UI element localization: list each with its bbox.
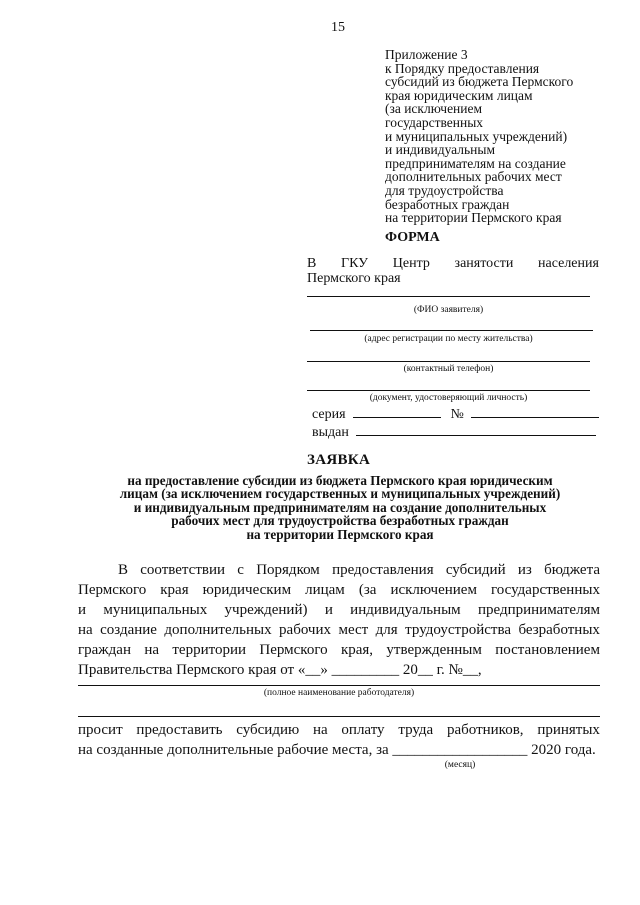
word: учреждений) (224, 602, 308, 618)
word: Порядком (256, 562, 320, 578)
addressee-word: ГКУ (341, 256, 369, 271)
address-caption: (адрес регистрации по месту жительства) (364, 334, 533, 344)
word: на (78, 622, 93, 638)
document-field[interactable] (307, 390, 590, 391)
issued-label: выдан (312, 425, 349, 440)
word: создание (100, 622, 157, 638)
employer-name-field[interactable] (78, 685, 600, 686)
word: предпринимателям (477, 602, 600, 618)
subtitle-line: на предоставление субсидии из бюджета Пермского края юридическим (127, 473, 553, 488)
p1-line (78, 560, 600, 580)
word: Пермского (259, 642, 328, 658)
number-field[interactable] (471, 405, 599, 418)
word: мест (338, 622, 369, 638)
word: на (144, 642, 160, 658)
appendix-line: государственных (385, 114, 484, 130)
form-label: ФОРМА (385, 230, 440, 245)
word: субсидий (445, 562, 506, 578)
employer-caption: (полное наименование работодателя) (263, 688, 415, 698)
appendix-line: предпринимателям на создание (385, 155, 566, 171)
series-label: серия (312, 407, 346, 422)
subtitle-line: лицам (за исключением государственных и муниципальных учреждений) (119, 486, 561, 502)
subtitle-line: на территории Пермского края (246, 526, 434, 542)
word: работников, (446, 722, 524, 738)
word: предоставления (332, 562, 434, 578)
word: с (237, 562, 244, 578)
word: из (517, 562, 532, 578)
series-field[interactable] (353, 405, 441, 418)
appendix-line: края юридическим лицам (385, 87, 533, 103)
appendix-header (385, 48, 635, 225)
word: бюджета (544, 562, 600, 578)
word: оплату (341, 722, 385, 738)
appendix-line: субсидий из бюджета Пермского (385, 74, 574, 90)
word: соответствии (140, 562, 226, 578)
appendix-line: дополнительных рабочих мест (385, 169, 562, 185)
word: труда (398, 722, 434, 738)
addressee-line (307, 256, 599, 272)
month-caption: (месяц) (444, 760, 476, 770)
p2-line (78, 720, 600, 740)
phone-field[interactable] (307, 361, 590, 362)
document-caption: (документ, удостоверяющий личность) (369, 393, 528, 403)
word: утвержденным (386, 642, 482, 658)
appendix-line: (за исключением (385, 101, 483, 117)
word: юридическим (202, 582, 292, 598)
p1-line (78, 600, 600, 620)
body-paragraph-2 (78, 720, 600, 760)
word: субсидию (236, 722, 300, 738)
appendix-line: к Порядку предоставления (385, 60, 540, 76)
fio-caption: (ФИО заявителя) (413, 305, 484, 315)
word: государственных (490, 582, 600, 598)
word: предоставить (136, 722, 223, 738)
subtitle-line: рабочих мест для трудоустройства безработных граждан (171, 513, 509, 529)
appendix-line: и индивидуальным (385, 142, 496, 158)
issued-field[interactable] (356, 423, 596, 436)
issued-row (312, 423, 602, 441)
subtitle-line: и индивидуальным предпринимателям на создание дополнительных (133, 499, 547, 515)
appendix-line: для трудоустройства (385, 182, 504, 198)
employer-name-field-continued[interactable] (78, 716, 600, 717)
word: на (312, 722, 328, 738)
phone-caption: (контактный телефон) (403, 364, 494, 374)
addressee-word: Центр (392, 256, 430, 271)
fio-field[interactable] (307, 296, 590, 297)
word: В (118, 562, 129, 578)
appendix-line: Приложение 3 (385, 47, 468, 62)
word: просит (78, 722, 123, 738)
appendix-line: на территории Пермского края (385, 210, 562, 226)
word: края (160, 582, 189, 598)
word: граждан (78, 642, 131, 658)
address-field[interactable] (310, 330, 593, 331)
p1-line (78, 620, 600, 640)
word: рабочих (279, 622, 332, 638)
word: края, (340, 642, 374, 658)
word: индивидуальным (350, 602, 461, 618)
word: и (324, 602, 333, 618)
word: исключением (390, 582, 477, 598)
word: и (78, 602, 87, 618)
addressee-word: населения (538, 256, 599, 271)
word: муниципальных (103, 602, 208, 618)
p2-last-line: на созданные дополнительные рабочие места, за __________________ 2020 года. (78, 742, 596, 758)
p1-last-line: Правительства Пермского края от «__» _________ 20__ г. №__, (78, 662, 482, 678)
appendix-line: безработных граждан (385, 196, 510, 212)
word: лицам (305, 582, 345, 598)
word: безработных (518, 622, 600, 638)
addressee-word: В (307, 256, 317, 271)
application-subtitle (70, 474, 610, 541)
page-number: 15 (331, 20, 345, 35)
word: Пермского (78, 582, 147, 598)
word: территории (172, 642, 247, 658)
zayavka-title: ЗАЯВКА (307, 452, 371, 468)
body-paragraph-1 (78, 560, 600, 680)
p1-line (78, 580, 600, 600)
word: трудоустройства (405, 622, 511, 638)
word: (за (358, 582, 377, 598)
p1-line (78, 640, 600, 660)
number-label: № (450, 407, 464, 422)
word: постановлением (495, 642, 600, 658)
word: дополнительных (164, 622, 272, 638)
addressee-region: Пермского края (307, 271, 401, 286)
word: для (375, 622, 398, 638)
word: принятых (537, 722, 600, 738)
appendix-line: и муниципальных учреждений) (385, 128, 568, 144)
addressee-word: занятости (454, 256, 514, 271)
series-row (312, 405, 602, 423)
